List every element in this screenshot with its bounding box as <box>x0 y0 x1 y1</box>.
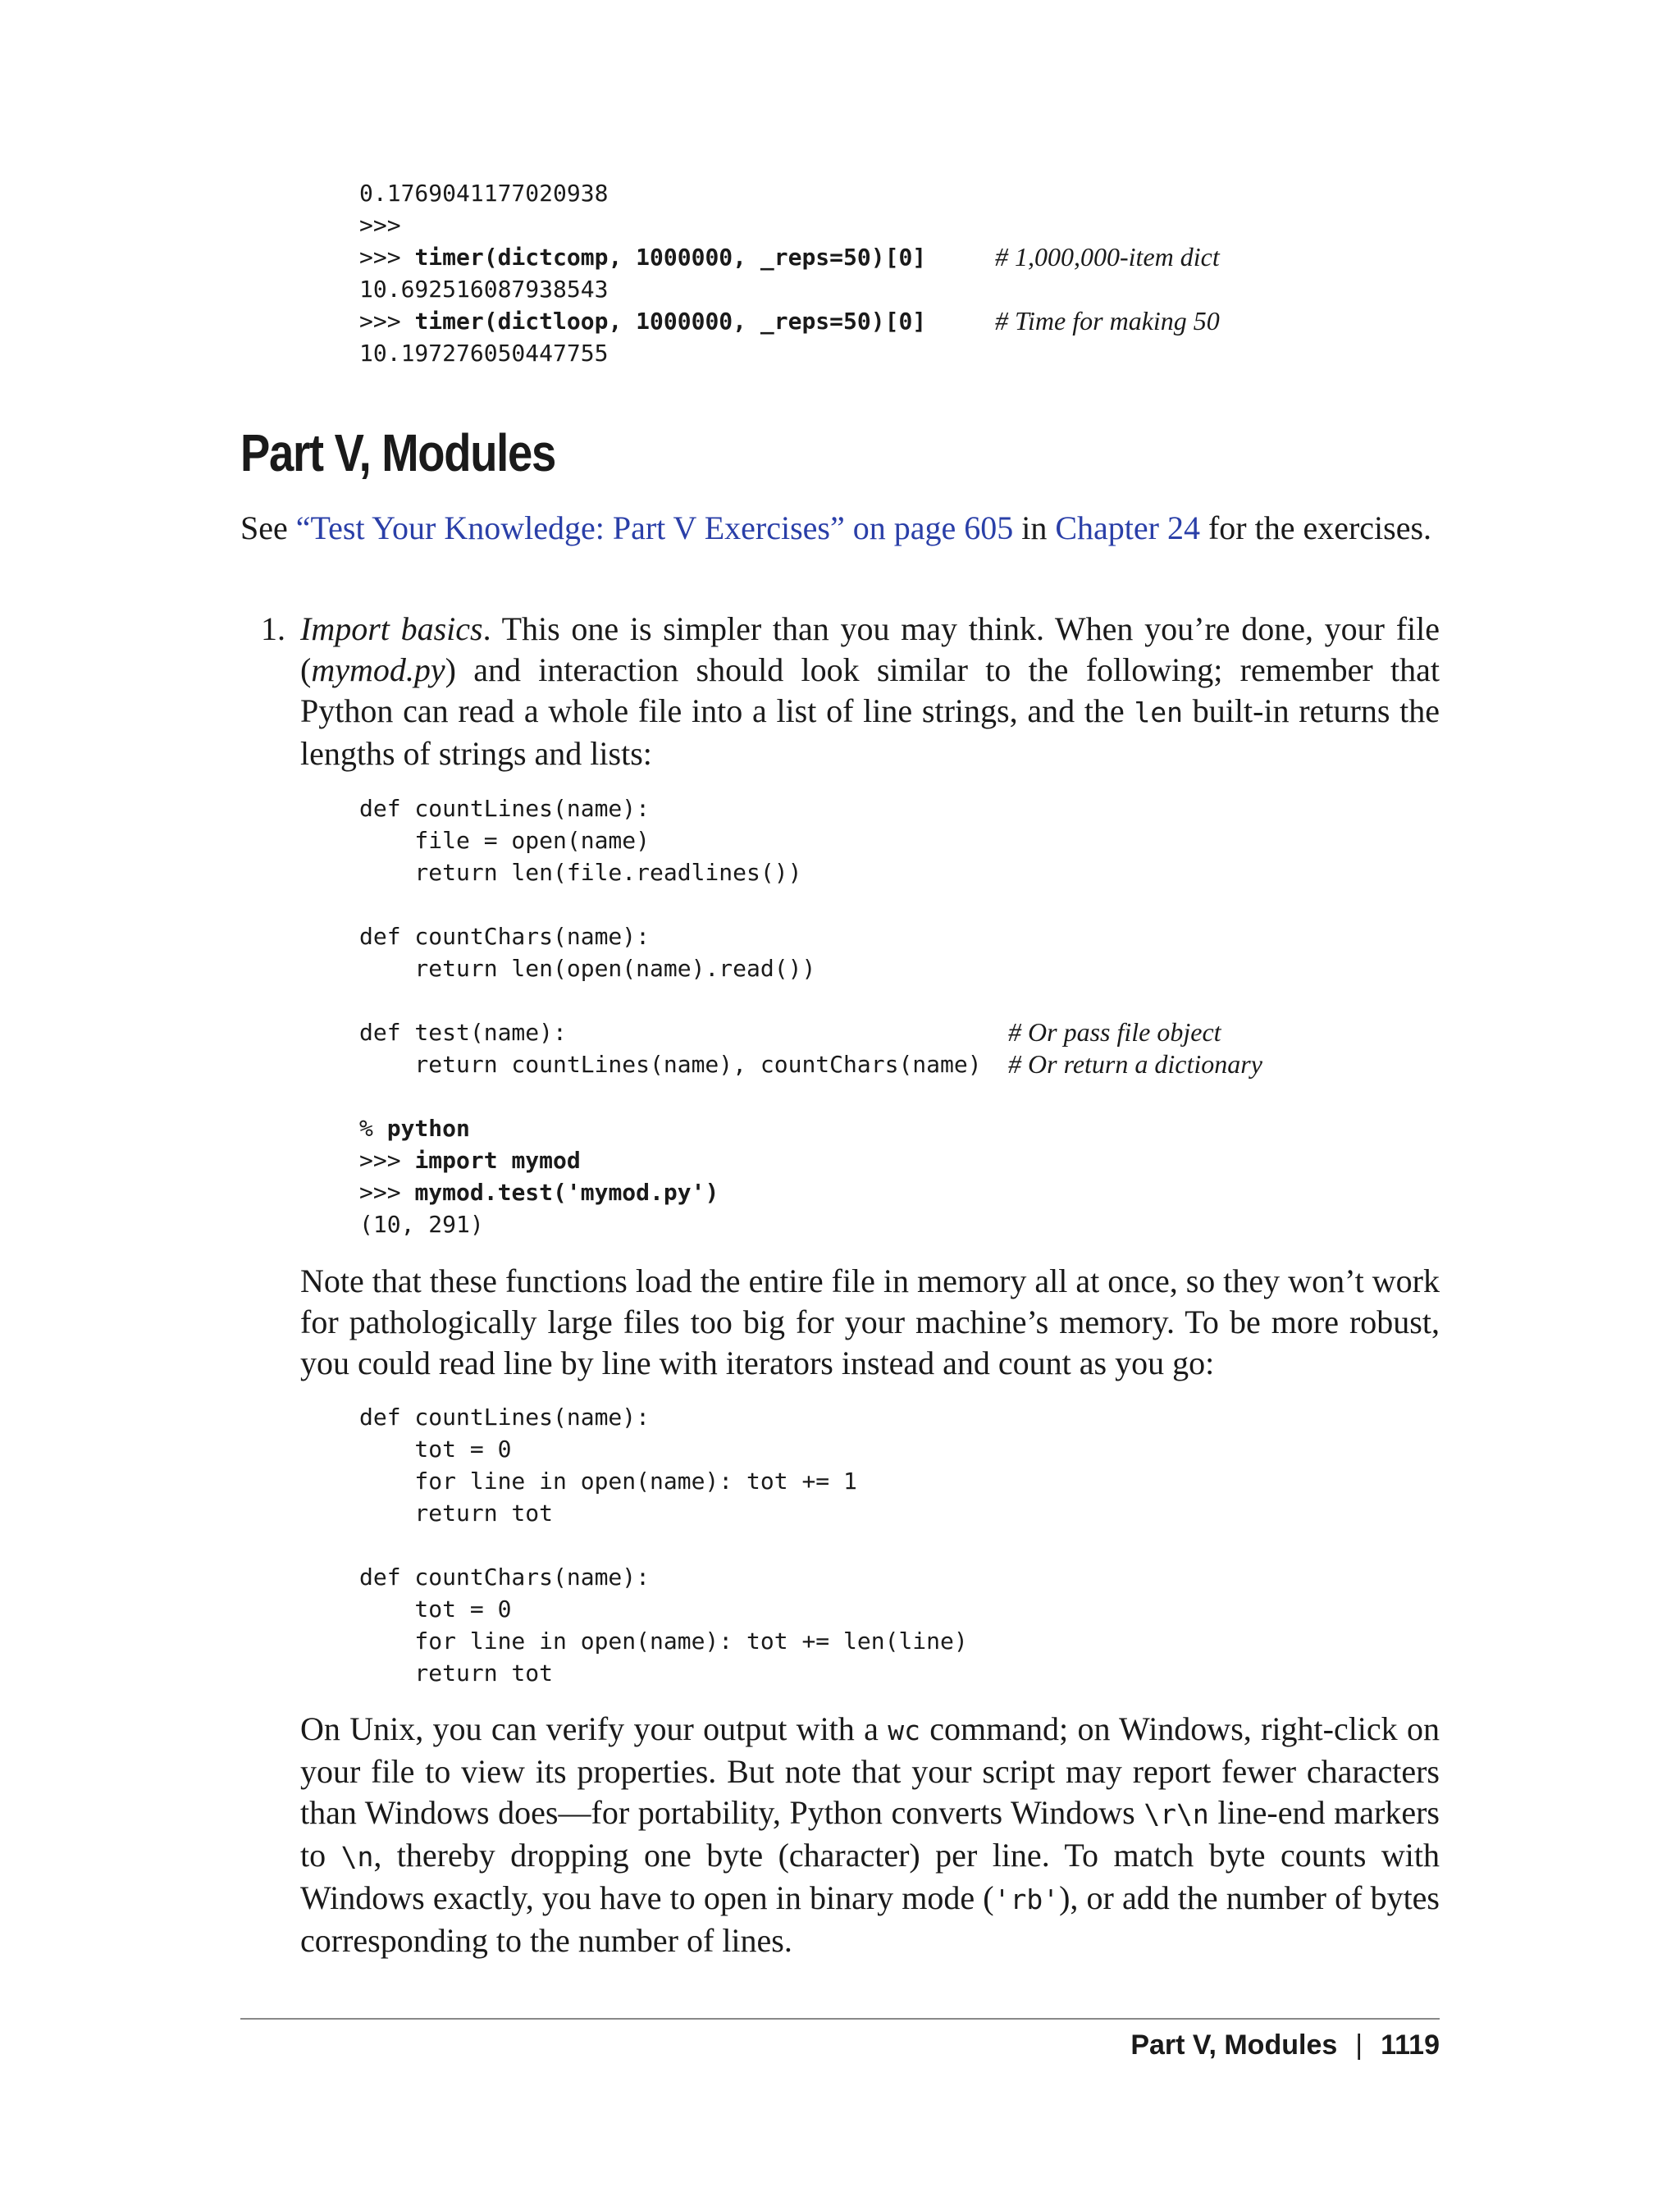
code-prefix: return len(file.readlines()) <box>359 859 802 886</box>
code-line <box>359 273 1442 305</box>
code-line <box>359 305 1442 337</box>
code-line <box>359 1144 1442 1176</box>
crlf-code: \r\n <box>1144 1798 1209 1830</box>
intro-see: See <box>240 509 288 546</box>
code-prefix: for line in open(name): tot += 1 <box>359 1468 857 1495</box>
para3-text-b: command; on Windows, right-click on your file to view its properties. But note that your script may report fewer characters than Windows does—for portability, Python converts Windows <box>300 1710 1440 1831</box>
code-line <box>359 952 1442 984</box>
code-prefix: >>> <box>359 308 415 335</box>
lf-code: \n <box>340 1841 374 1873</box>
len-code: len <box>1134 696 1184 728</box>
code-line <box>359 1625 1442 1657</box>
footer-separator: | <box>1355 2029 1363 2061</box>
code-prefix: def countLines(name): <box>359 1404 651 1431</box>
item1-text-c: built-in returns the lengths of strings and lists: <box>300 692 1440 772</box>
code-input: timer(dictcomp, 1000000, _reps=50)[0] <box>414 244 927 271</box>
code-line <box>359 888 1442 920</box>
exercises-link[interactable]: “Test Your Knowledge: Part V Exercises” on page 605 <box>295 509 1014 546</box>
code-line <box>359 1176 1442 1208</box>
item1-filename: mymod.py <box>311 651 445 688</box>
footer-rule <box>240 2018 1440 2020</box>
item1-text-b: ) and interaction should look similar to the following; remember that Python can read a whole file into a list of line strings, and the <box>300 651 1440 729</box>
code-prefix: >>> <box>359 212 401 239</box>
code-line <box>359 1112 1442 1144</box>
code-line <box>359 1016 1442 1048</box>
code-prefix: return tot <box>359 1659 554 1687</box>
code-text: 0.1769041177020938 <box>359 180 609 207</box>
code-line <box>359 792 1442 824</box>
code-block-iterators <box>359 1401 1442 1689</box>
code-comment: # Or pass file object <box>1008 1017 1221 1047</box>
code-text: 10.692516087938543 <box>359 276 609 303</box>
code-input: python <box>386 1115 470 1142</box>
code-prefix: def test(name): <box>359 1019 567 1046</box>
wc-code: wc <box>888 1714 920 1746</box>
code-prefix: >>> <box>359 1147 415 1174</box>
item-number: 1. <box>261 610 285 647</box>
code-text: 10.197276050447755 <box>359 340 609 367</box>
code-line <box>359 1401 1442 1433</box>
code-line <box>359 1465 1442 1497</box>
unix-windows-paragraph <box>300 1709 1440 1961</box>
code-prefix: return len(open(name).read()) <box>359 955 816 982</box>
code-line <box>359 1433 1442 1465</box>
code-line <box>359 1080 1442 1112</box>
code-input: mymod.test('mymod.py') <box>414 1179 719 1206</box>
code-line <box>359 856 1442 888</box>
code-block-timer <box>359 177 1442 369</box>
page-number: 1119 <box>1381 2029 1440 2061</box>
intro-paragraph <box>240 508 1440 549</box>
code-prefix: def countChars(name): <box>359 1564 651 1591</box>
code-prefix: (10, 291) <box>359 1211 484 1238</box>
code-input: timer(dictloop, 1000000, _reps=50)[0] <box>414 308 927 335</box>
chapter-link[interactable]: Chapter 24 <box>1055 509 1200 546</box>
code-line <box>359 337 1442 369</box>
item1-paragraph <box>300 609 1440 774</box>
code-prefix: >>> <box>359 1179 415 1206</box>
code-block-mymod <box>359 792 1442 1240</box>
code-prefix: tot = 0 <box>359 1596 512 1623</box>
code-input: import mymod <box>414 1147 581 1174</box>
code-comment: # Or return a dictionary <box>1008 1049 1262 1079</box>
code-line <box>359 1208 1442 1240</box>
memory-note-paragraph: Note that these functions load the entire file in memory all at once, so they won’t work for pathologically large files too big for your machine’s memory. To be more robust, you could read line by line with iterators instead and count as you go: <box>300 1262 1440 1381</box>
code-line <box>359 984 1442 1016</box>
item1-text-a: . This one is simpler than you may think. When you’re done, your file ( <box>300 610 1440 688</box>
code-line <box>359 824 1442 856</box>
code-line <box>359 1561 1442 1593</box>
code-prefix: return tot <box>359 1500 554 1527</box>
code-prefix: % <box>359 1115 387 1142</box>
code-line <box>359 241 1442 273</box>
code-comment: # Time for making 50 <box>995 306 1220 336</box>
code-prefix: return countLines(name), countChars(name) <box>359 1051 982 1078</box>
code-prefix: for line in open(name): tot += len(line) <box>359 1628 968 1655</box>
code-line <box>359 1048 1442 1080</box>
para3-text-d: , thereby dropping one byte (character) per line. To match byte counts with Windows exactly, you have to open in binary mode ( <box>300 1837 1440 1916</box>
para3-text-a: On Unix, you can verify your output with a <box>300 1710 888 1747</box>
code-line <box>359 177 1442 209</box>
item1-title: Import basics <box>300 610 483 647</box>
para3-text-e: ), or add the number of bytes corresponding to the number of lines. <box>300 1879 1440 1959</box>
code-prefix: def countLines(name): <box>359 795 651 822</box>
code-prefix: >>> <box>359 244 415 271</box>
code-line <box>359 209 1442 241</box>
code-line <box>359 920 1442 952</box>
code-prefix: tot = 0 <box>359 1436 512 1463</box>
code-comment: # 1,000,000-item dict <box>995 242 1220 272</box>
code-line <box>359 1497 1442 1529</box>
intro-in: in <box>1021 509 1048 546</box>
rb-code: 'rb' <box>993 1883 1060 1915</box>
code-line <box>359 1657 1442 1689</box>
para3-text-c: line-end markers to <box>300 1794 1440 1874</box>
code-line <box>359 1529 1442 1561</box>
footer-section: Part V, Modules <box>1130 2029 1338 2061</box>
code-line <box>359 1593 1442 1625</box>
page-footer <box>1130 2029 1440 2061</box>
section-heading: Part V, Modules <box>240 423 555 482</box>
intro-rest: for the exercises. <box>1208 509 1432 546</box>
code-prefix: file = open(name) <box>359 827 651 854</box>
code-prefix: def countChars(name): <box>359 923 651 950</box>
